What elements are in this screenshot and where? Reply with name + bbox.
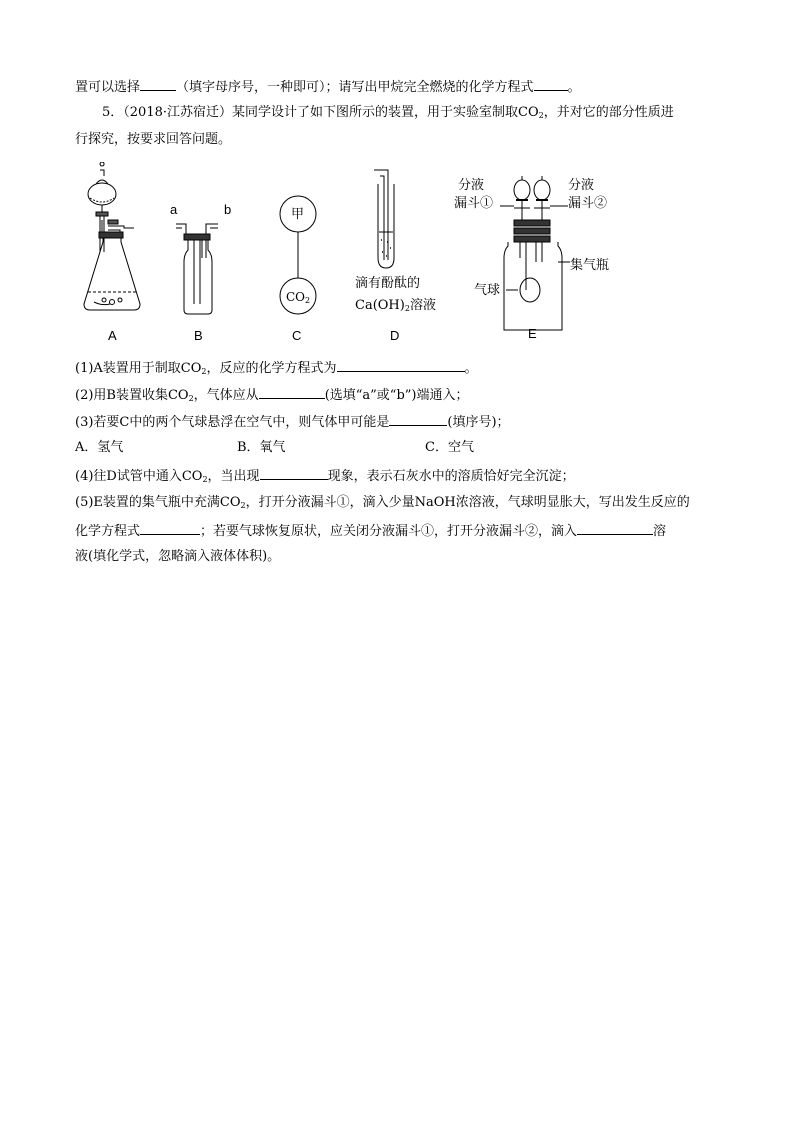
balloon-label-jia: 甲 — [291, 207, 305, 222]
option-b[interactable]: B．氧气 — [237, 440, 286, 455]
subscript: 2 — [188, 394, 194, 403]
figure-label-e: E — [528, 326, 537, 341]
text: (选填“a”或“b”)端通入； — [324, 388, 469, 403]
apparatus-b — [176, 224, 218, 314]
option-a[interactable]: A．氢气 — [75, 440, 124, 455]
text: ；若要气球恢复原状，应关闭分液漏斗①，打开分液漏斗②，滴入 — [200, 524, 578, 539]
option-c[interactable]: C．空气 — [425, 440, 474, 455]
subscript: 2 — [538, 111, 544, 120]
text: ，反应的化学方程式为 — [206, 361, 337, 376]
answer-blank[interactable] — [337, 358, 465, 372]
answer-blank[interactable] — [577, 521, 653, 535]
text: (3)若要C中的两个气球悬浮在空气中，则气体甲可能是 — [75, 415, 390, 430]
text: (2)用B装置收集CO — [75, 388, 189, 403]
apparatus-a — [84, 162, 140, 310]
port-label-b: b — [224, 202, 232, 217]
balloon-label-co2: $CO_2$ — [286, 290, 311, 305]
answer-blank[interactable] — [140, 77, 176, 91]
sub-question-1 — [75, 358, 478, 378]
sub-question-5-line-1 — [75, 494, 690, 512]
text: (5)E装置的集气瓶中充满CO — [75, 495, 241, 510]
question-number: 5． — [102, 105, 124, 120]
sub-question-5-line-2 — [75, 521, 666, 541]
port-label-a: a — [170, 202, 178, 217]
text: 某同学设计了如下图所示的装置，用于实验室制取CO — [232, 105, 539, 120]
subscript: 2 — [201, 367, 207, 376]
funnel-2-label: 分液 — [568, 178, 595, 193]
question-5-line-1 — [102, 104, 674, 122]
answer-blank[interactable] — [259, 385, 325, 399]
funnel-1-label-2: 漏斗① — [454, 196, 494, 211]
text: ，并对它的部分性质进 — [543, 105, 674, 120]
text: 化学方程式 — [75, 524, 141, 539]
sub-question-2 — [75, 385, 469, 405]
apparatus-e — [500, 176, 570, 330]
text: 。 — [464, 361, 478, 376]
question-source: （2018·江苏宿迁） — [123, 105, 232, 120]
apparatus-figure — [80, 162, 640, 348]
text: 现象，表示石灰水中的溶质恰好完全沉淀； — [327, 469, 575, 484]
figure-label-a: A — [108, 328, 117, 343]
figure-label-b: B — [194, 328, 203, 343]
prev-question-line — [75, 77, 581, 97]
d-caption-line-1: 滴有酚酞的 — [355, 276, 421, 291]
balloon-label: 气球 — [474, 283, 501, 298]
text: ，打开分液漏斗①，滴入少量NaOH浓溶液，气球明显胀大，写出发生反应的 — [245, 495, 690, 510]
sub-question-5-line-3 — [75, 548, 280, 566]
text: 液(填化学式，忽略滴入液体体积)。 — [75, 549, 281, 564]
text: ，当出现 — [207, 469, 260, 484]
funnel-2-label-2: 漏斗② — [568, 196, 608, 211]
text: (填序号)； — [447, 415, 510, 430]
sub-question-4 — [75, 466, 575, 486]
sub-question-3 — [75, 412, 510, 432]
apparatus-d — [374, 170, 394, 268]
answer-blank[interactable] — [389, 412, 447, 426]
answer-blank[interactable] — [260, 466, 328, 480]
text: 置可以选择 — [75, 80, 141, 95]
apparatus-drawing — [80, 162, 640, 348]
subscript: 2 — [202, 475, 208, 484]
figure-label-d: D — [390, 328, 400, 343]
options-line — [75, 439, 474, 457]
text: (1)A装置用于制取CO — [75, 361, 202, 376]
text: 。 — [567, 80, 581, 95]
subscript: 2 — [240, 501, 246, 510]
text: 行探究，按要求回答问题。 — [75, 132, 232, 147]
text: （填字母序号，一种即可）；请写出甲烷完全燃烧的化学方程式 — [176, 80, 534, 95]
d-caption-line-2: $Ca(OH)_2$溶液 — [355, 298, 436, 313]
answer-blank[interactable] — [534, 77, 568, 91]
text: (4)往D试管中通入CO — [75, 469, 203, 484]
figure-label-c: C — [292, 328, 302, 343]
question-5-line-2 — [75, 131, 231, 149]
text: ，气体应从 — [193, 388, 259, 403]
funnel-1-label: 分液 — [458, 178, 485, 193]
answer-blank[interactable] — [140, 521, 200, 535]
text: 溶 — [653, 524, 667, 539]
gas-jar-label: 集气瓶 — [570, 258, 610, 273]
